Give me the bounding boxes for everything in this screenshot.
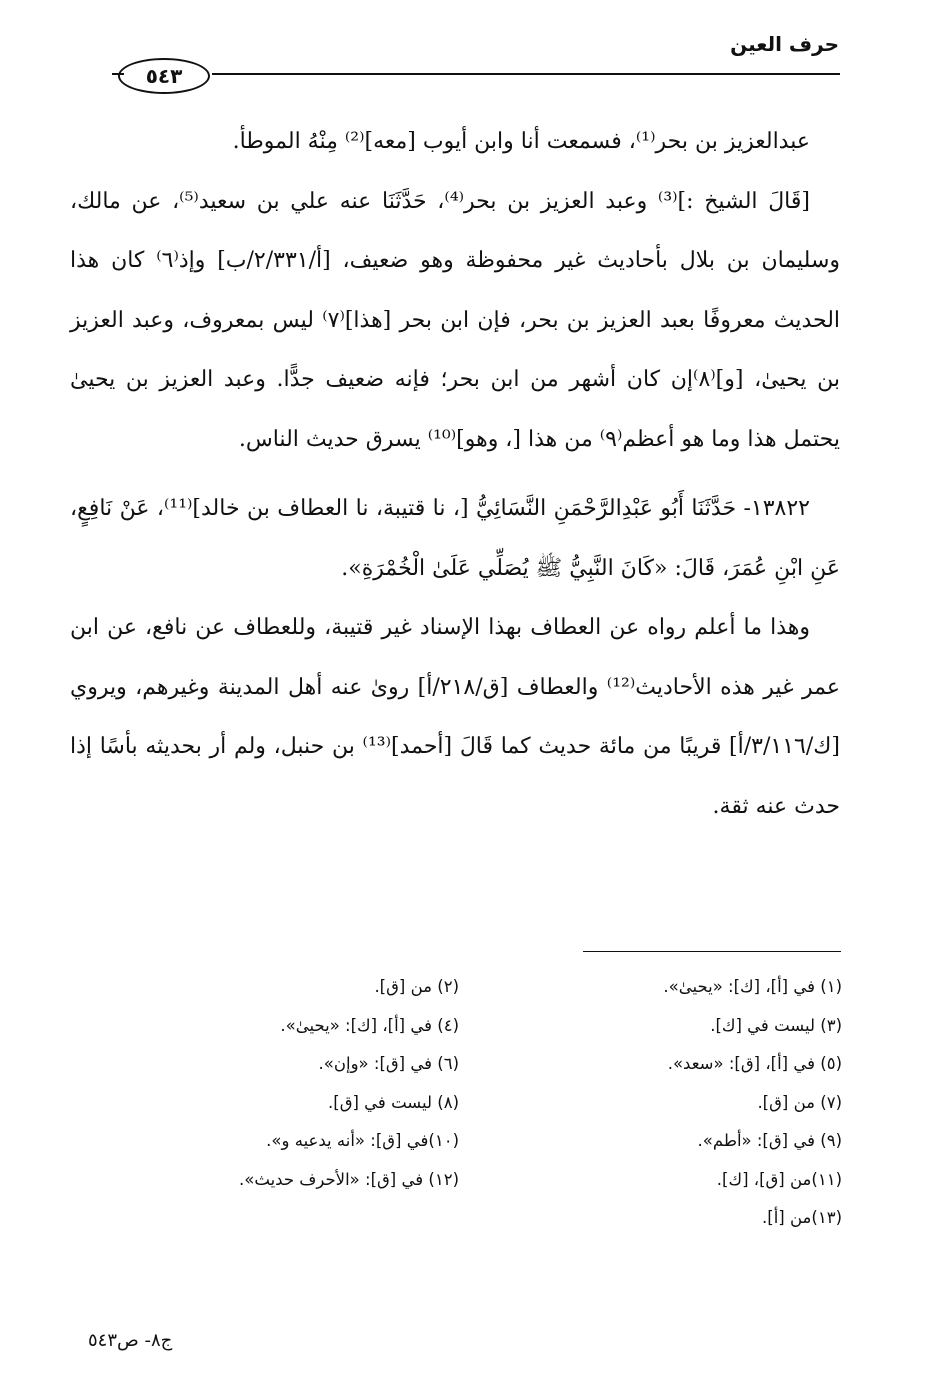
paragraph-1: عبدالعزيز بن بحر⁽¹⁾، فسمعت أنا وابن أيوب [معه]⁽²⁾ مِنْهُ الموطأ. [232, 129, 810, 154]
chapter-title: حرف العين [730, 32, 839, 56]
paragraph-2: [قَالَ الشيخ :]⁽³⁾ وعبد العزيز بن بحر⁽⁴⁾، حَدَّثَنَا عنه علي بن سعيد⁽⁵⁾، عن مالك، وسليمان بن بلال بأحاديث غير محفوظة وهو ضعيف، [أ/٢/٣٣١/ب] وإذ⁽٦⁾ كان هذا الحديث معروفًا بعبد العزيز بن بحر، فإن ابن بحر [هذا]⁽٧⁾ ليس بمعروف، وعبد العزيز بن يحيىٰ، [و]⁽٨⁾إن كان أشهر من ابن بحر؛ فإنه ضعيف جدًّا. وعبد العزيز بن يحيىٰ يحتمل هذا وما هو أعظم⁽٩⁾ من هذا [، وهو]⁽¹⁰⁾ يسرق حديث الناس. [70, 188, 841, 452]
header-rule [212, 73, 840, 75]
footnote-item: (٩) في [ق]: «أطم». [697, 1131, 842, 1150]
footnote-item: (٥) في [أ]، [ق]: «سعد». [667, 1054, 842, 1073]
footnote-item: (٣) ليست في [ك]. [710, 1015, 842, 1035]
footnote-item: (١٣)من [أ]. [762, 1208, 842, 1227]
footnote-item: (١) في [أ]، [ك]: «يحيىٰ». [663, 977, 842, 996]
footnotes-right-column [562, 968, 842, 1238]
footnote-item: (٤) في [أ]، [ك]: «يحيىٰ». [280, 1015, 459, 1035]
page-number: ٥٤٣ [145, 64, 183, 88]
footnote-item: (٧) من [ق]. [757, 1092, 842, 1112]
footnote-item: (١١)من [ق]، [ك]. [716, 1169, 842, 1189]
volume-page-reference: ج٨- ص٥٤٣ [88, 1330, 173, 1351]
footnotes-left-column [159, 968, 459, 1199]
paragraph-4: وهذا ما أعلم رواه عن العطاف بهذا الإسناد غير قتيبة، وللعطاف عن نافع، عن ابن عمر غير هذه الأحاديث⁽¹²⁾ والعطاف [ق/٢١٨/أ] روىٰ عنه أهل المدينة وغيرهم، ويروي [ك/٣/١١٦/أ] قريبًا من مائة حديث كما قَالَ [أحمد]⁽¹³⁾ بن حنبل، ولم أر بحديثه بأسًا إذا حدث عنه ثقة. [70, 615, 840, 819]
footnote-item: (١٠)في [ق]: «أنه يدعيه و». [266, 1131, 459, 1150]
main-text [70, 112, 840, 836]
footnote-item: (٨) ليست في [ق]. [328, 1092, 459, 1112]
footnote-item: (١٢) في [ق]: «الأحرف حديث». [239, 1169, 459, 1189]
paragraph-3-hadith: ١٣٨٢٢- حَدَّثَنَا أَبُو عَبْدِالرَّحْمَنِ النَّسَائِيُّ [، نا قتيبة، نا العطاف بن خالد]⁽¹¹⁾، عَنْ نَافِعٍ، عَنِ ابْنِ عُمَرَ، قَالَ: «كَانَ النَّبِيُّ ﷺ يُصَلِّي عَلَىٰ الْخُمْرَةِ». [70, 496, 840, 581]
footnote-item: (٢) من [ق]. [374, 977, 459, 996]
page-number-badge [118, 58, 210, 94]
footnote-item: (٦) في [ق]: «وإن». [318, 1054, 459, 1073]
footnote-separator [583, 951, 841, 952]
